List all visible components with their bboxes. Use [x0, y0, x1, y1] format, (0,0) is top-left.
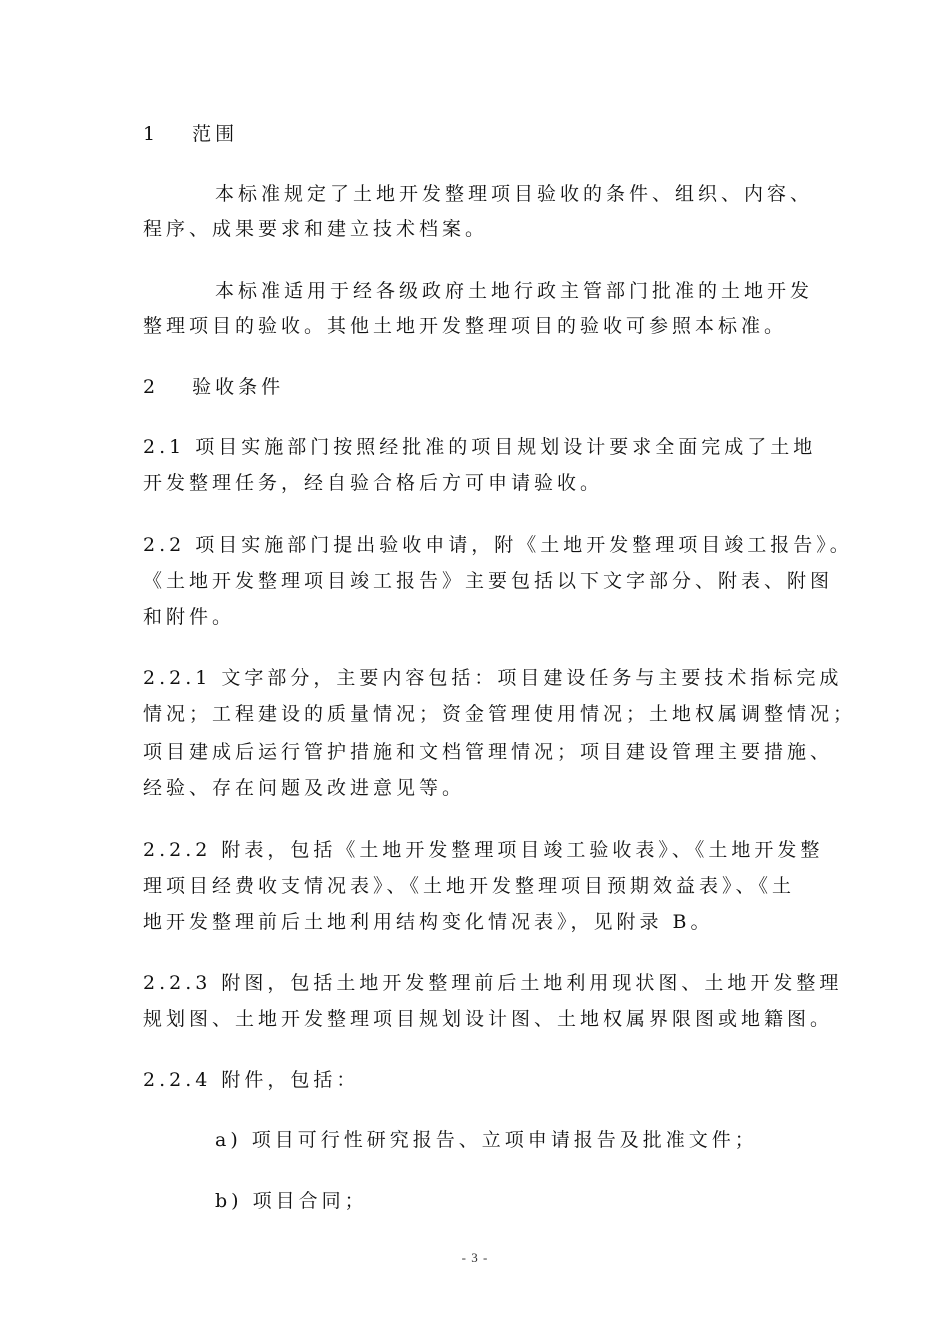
list-item-b: b) 项目合同； — [215, 1190, 368, 1212]
clause-2-2-3-line-2: 规划图、土地开发整理项目规划设计图、土地权属界限图或地籍图。 — [143, 1008, 834, 1030]
clause-2-1-line-1: 2.1 项目实施部门按照经批准的项目规划设计要求全面完成了土地 — [143, 436, 817, 458]
clause-2-2-line-2: 《土地开发整理项目竣工报告》主要包括以下文字部分、附表、附图 — [143, 570, 834, 592]
page-number: - 3 - — [461, 1250, 489, 1265]
section-1-paragraph-2-line-2: 整理项目的验收。其他土地开发整理项目的验收可参照本标准。 — [143, 315, 788, 337]
clause-2-2-3-line-1: 2.2.3 附图，包括土地开发整理前后土地利用现状图、土地开发整理 — [143, 972, 843, 994]
clause-2-2-1-line-2: 情况；工程建设的质量情况；资金管理使用情况；土地权属调整情况； — [143, 703, 857, 725]
clause-2-2-line-1: 2.2 项目实施部门提出验收申请，附《土地开发整理项目竣工报告》。 — [143, 534, 853, 556]
clause-2-2-2-line-1: 2.2.2 附表，包括《土地开发整理项目竣工验收表》、《土地开发整 — [143, 839, 824, 861]
clause-2-2-4-line-1: 2.2.4 附件，包括： — [143, 1069, 360, 1091]
clause-2-1-line-2: 开发整理任务，经自验合格后方可申请验收。 — [143, 472, 604, 494]
section-2-heading: 2 验收条件 — [143, 376, 285, 398]
clause-2-2-1-line-3: 项目建成后运行管护措施和文档管理情况；项目建设管理主要措施、 — [143, 741, 834, 763]
clause-2-2-2-line-2: 理项目经费收支情况表》、《土地开发整理项目预期效益表》、《土 — [143, 875, 796, 897]
clause-2-2-1-line-1: 2.2.1 文字部分，主要内容包括：项目建设任务与主要技术指标完成 — [143, 667, 843, 689]
section-1-paragraph-1-line-2: 程序、成果要求和建立技术档案。 — [143, 218, 489, 240]
clause-2-2-2-line-3: 地开发整理前后土地利用结构变化情况表》，见附录 B。 — [143, 911, 714, 933]
section-1-heading: 1 范围 — [143, 123, 239, 145]
clause-2-2-1-line-4: 经验、存在问题及改进意见等。 — [143, 777, 466, 799]
section-1-paragraph-2-line-1: 本标准适用于经各级政府土地行政主管部门批准的土地开发 — [215, 280, 814, 302]
clause-2-2-line-3: 和附件。 — [143, 606, 236, 628]
section-1-paragraph-1-line-1: 本标准规定了土地开发整理项目验收的条件、组织、内容、 — [215, 183, 814, 205]
list-item-a: a) 项目可行性研究报告、立项申请报告及批准文件； — [215, 1129, 758, 1151]
